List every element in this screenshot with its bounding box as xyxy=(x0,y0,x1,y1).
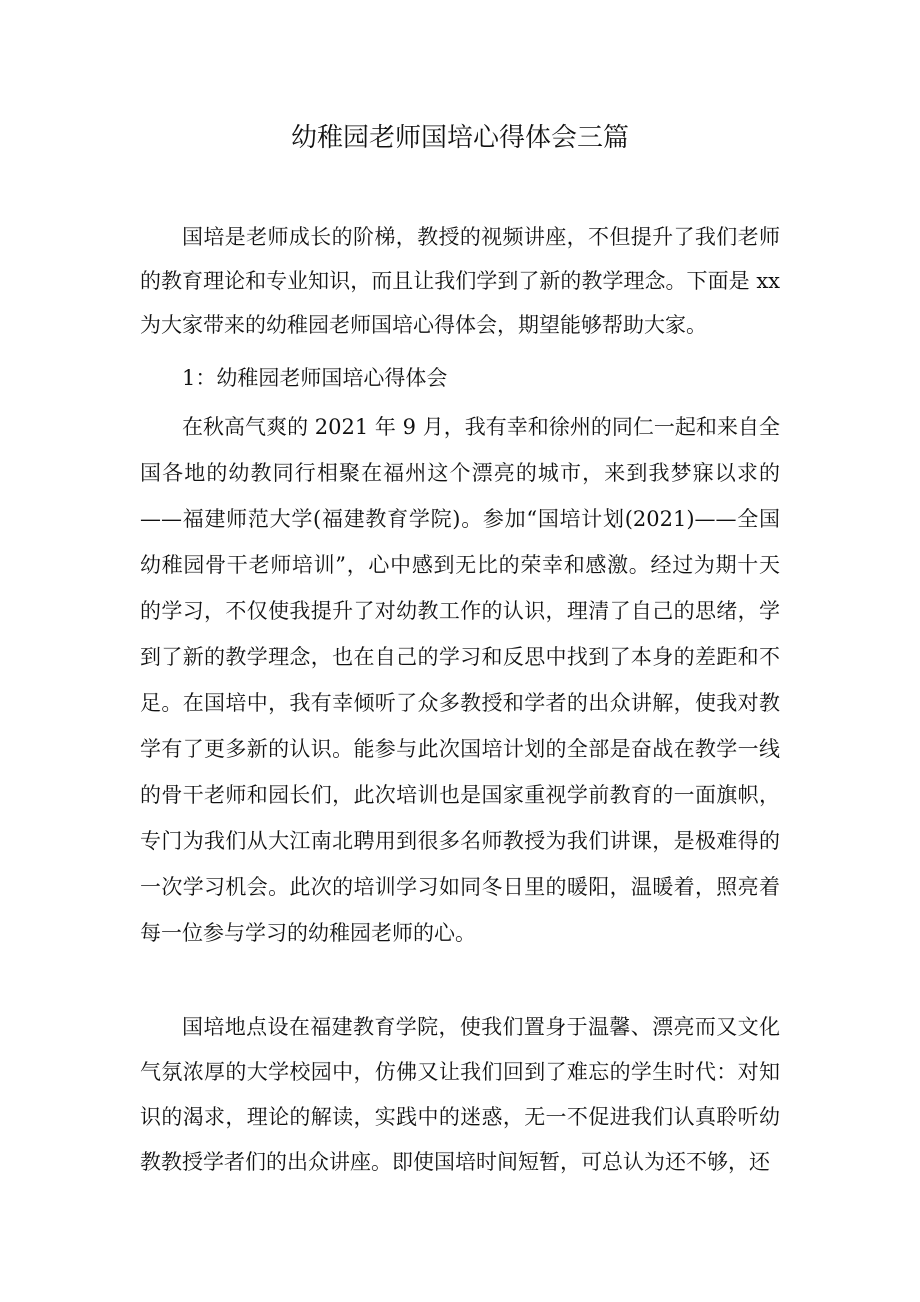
text-line: 的教育理论和专业知识，而且让我们学到了新的教学理念。下面是 xx xyxy=(140,269,780,293)
text-line: 教教授学者们的出众讲座。即使国培时间短暂，可总认为还不够，还 xyxy=(140,1150,770,1174)
text-line: 每一位参与学习的幼稚园老师的心。 xyxy=(140,921,476,945)
paragraph xyxy=(140,1005,780,1185)
text-line: 专门为我们从大江南北聘用到很多名师教授为我们讲课，是极难得的 xyxy=(140,829,780,853)
text-line: 识的渴求，理论的解读，实践中的迷惑，无一不促进我们认真聆听幼 xyxy=(140,1105,780,1129)
text-line: 的骨干老师和园长们，此次培训也是国家重视学前教育的一面旗帜， xyxy=(140,783,780,807)
text-line: 到了新的教学理念，也在自己的学习和反思中找到了本身的差距和不 xyxy=(140,645,780,669)
text-line: 足。在国培中，我有幸倾听了众多教授和学者的出众讲解，使我对教 xyxy=(140,691,780,715)
text-line: 一次学习机会。此次的培训学习如同冬日里的暖阳，温暖着，照亮着 xyxy=(140,875,780,899)
text-line: 国培地点设在福建教育学院，使我们置身于温馨、漂亮而又文化 xyxy=(182,1015,780,1039)
text-line: 为大家带来的幼稚园老师国培心得体会，期望能够帮助大家。 xyxy=(140,313,707,337)
text-line: 气氛浓厚的大学校园中，仿佛又让我们回到了难忘的学生时代：对知 xyxy=(140,1060,780,1084)
text-line: 国培是老师成长的阶梯，教授的视频讲座，不但提升了我们老师 xyxy=(182,225,780,249)
text-line: 1：幼稚园老师国培心得体会 xyxy=(182,366,448,390)
text-line: 学有了更多新的认识。能参与此次国培计划的全部是奋战在教学一线 xyxy=(140,737,780,761)
section-heading xyxy=(140,355,780,401)
text-line: 的学习，不仅使我提升了对幼教工作的认识，理清了自己的思绪，学 xyxy=(140,599,780,623)
paragraph xyxy=(140,215,780,347)
text-line: ——福建师范大学(福建教育学院)。参加“国培计划(2021)——全国 xyxy=(140,507,780,531)
document-title: 幼稚园老师国培心得体会三篇 xyxy=(290,123,629,153)
text-line: 幼稚园骨干老师培训”，心中感到无比的荣幸和感激。经过为期十天 xyxy=(140,553,780,577)
text-line: 国各地的幼教同行相聚在福州这个漂亮的城市，来到我梦寐以求的 xyxy=(140,461,780,485)
paragraph xyxy=(140,404,780,956)
text-line: 在秋高气爽的 2021 年 9 月，我有幸和徐州的同仁一起和来自全 xyxy=(182,415,780,439)
